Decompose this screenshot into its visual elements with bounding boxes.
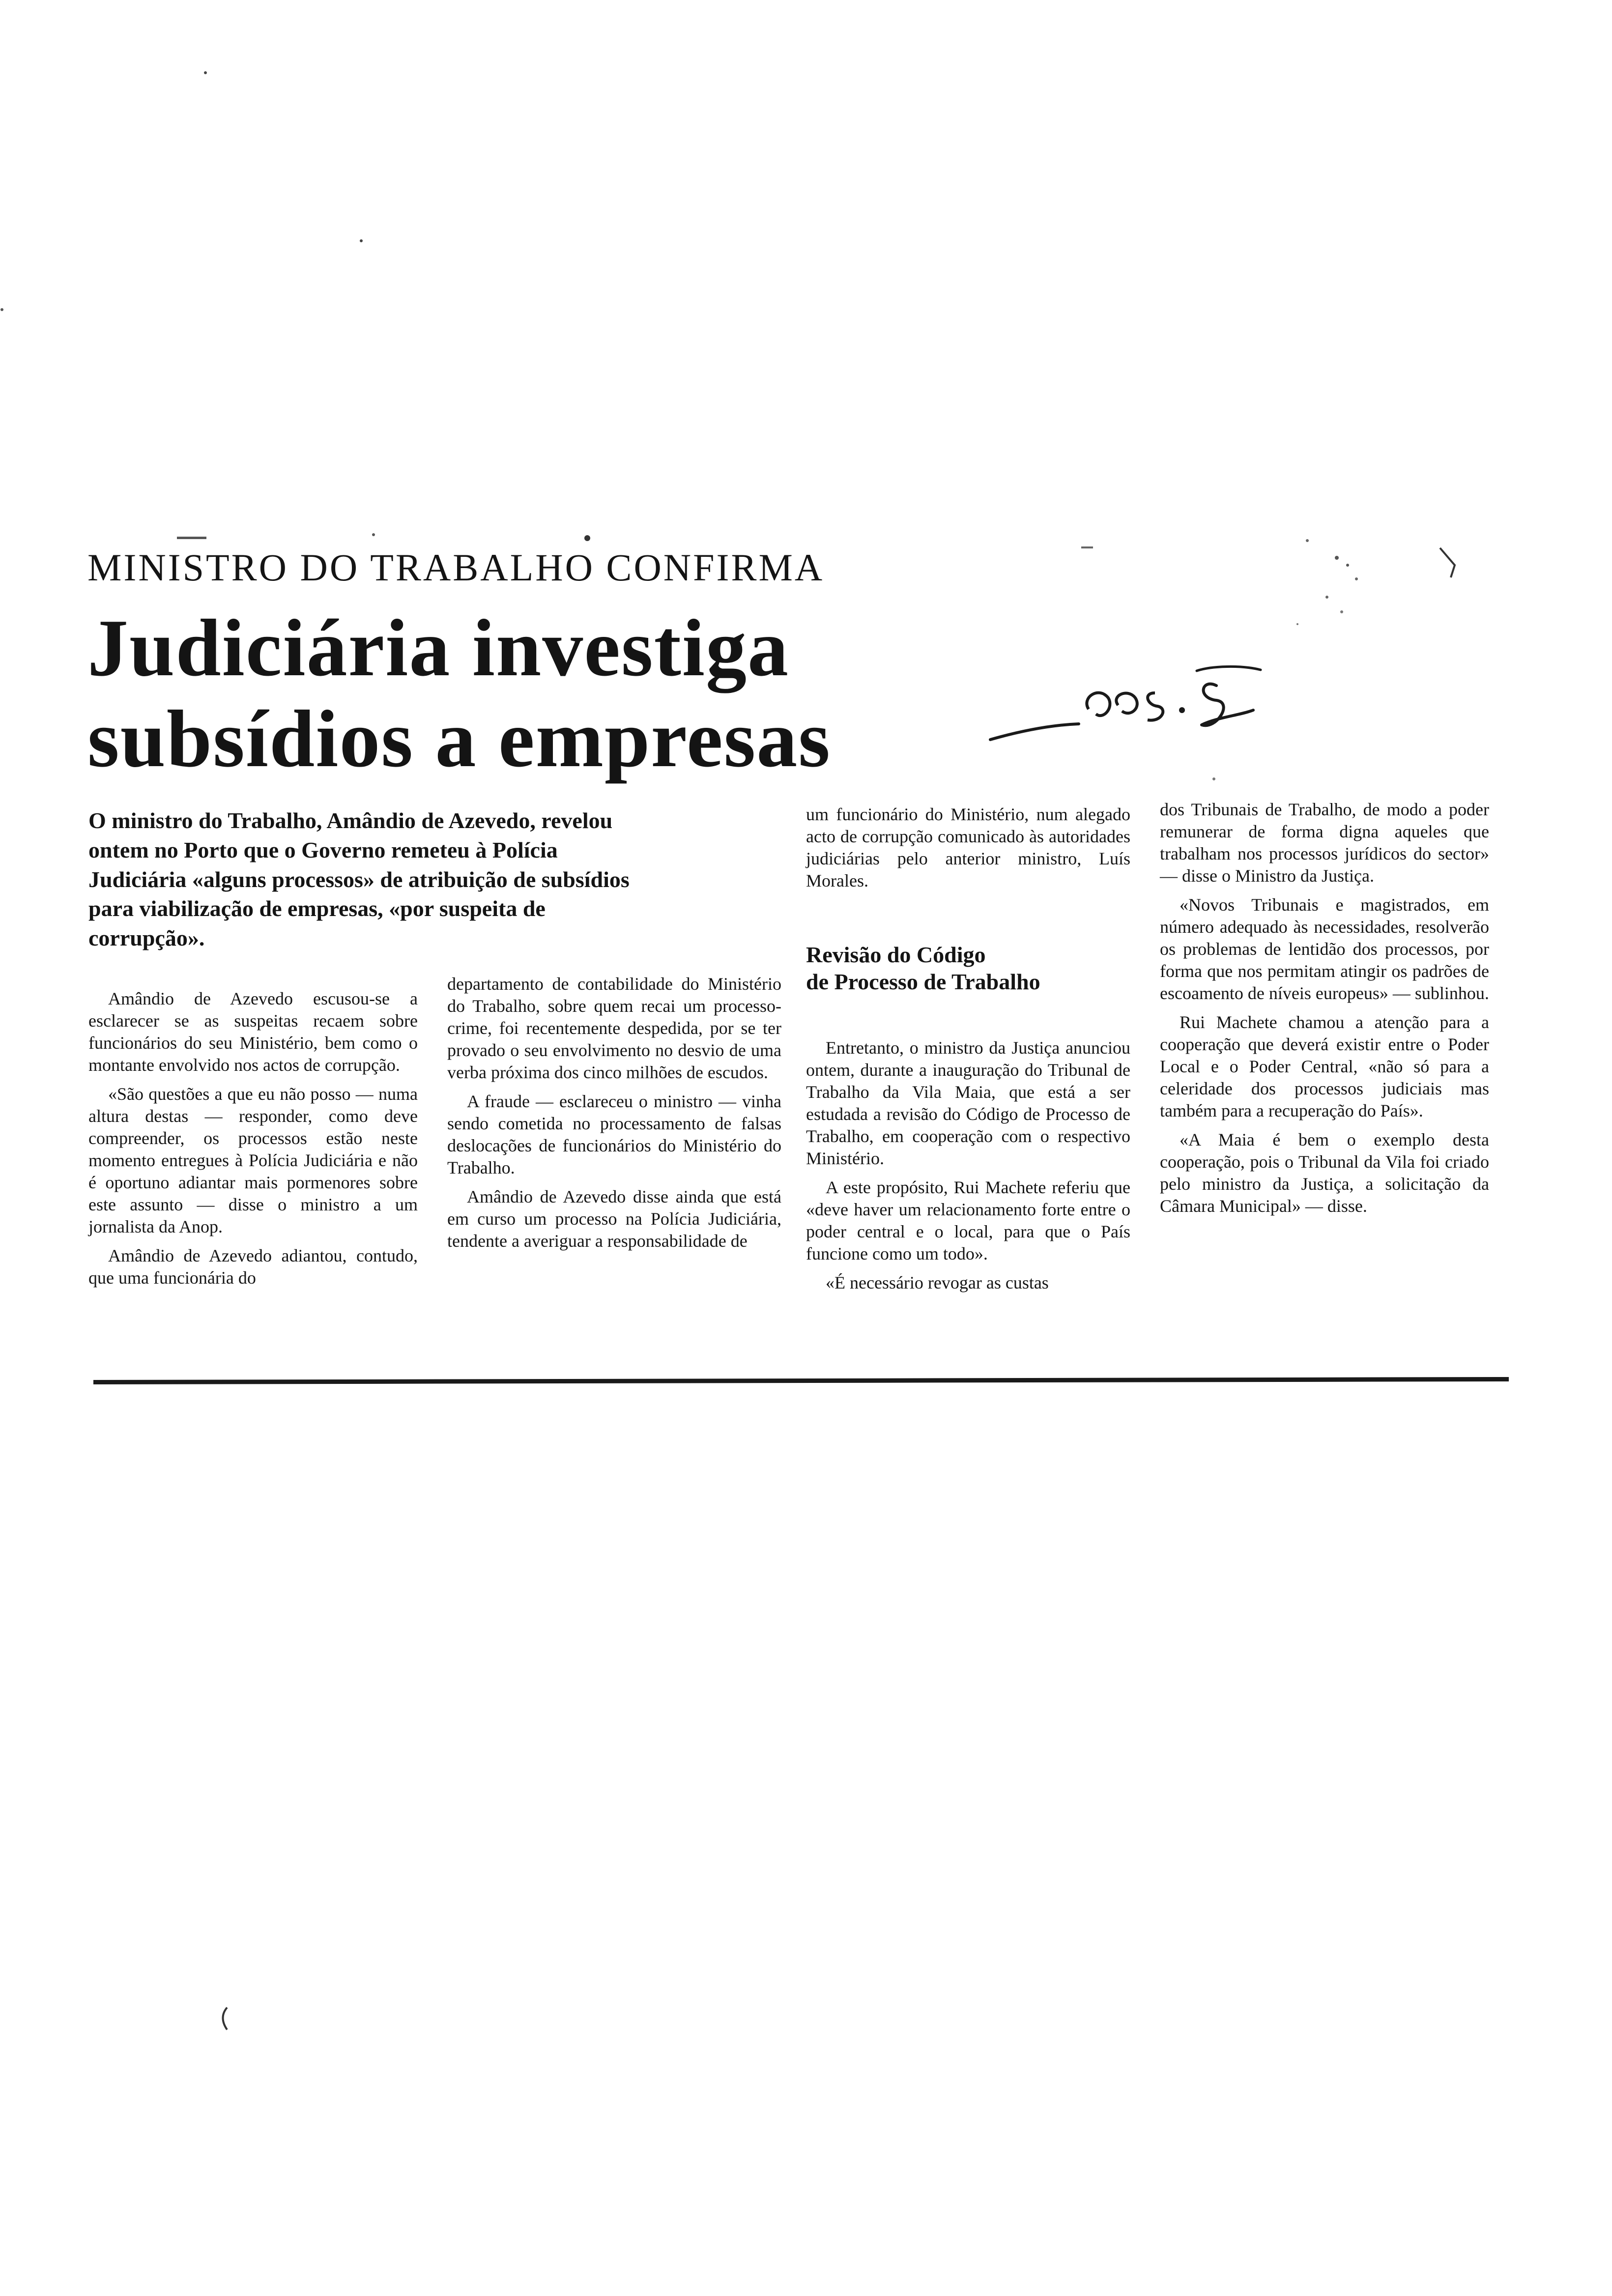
handwritten-annotation (985, 651, 1339, 779)
paragraph: Amândio de Azevedo escusou-se a esclarecer se as suspeitas recaem sobre funcionários do seu Ministério, bem como o montante envolvido nos actos de corrupção. (88, 989, 418, 1075)
paragraph: «A Maia é bem o exemplo desta cooperação, pois o Tribunal da Vila foi criado pelo ministro da Justiça, a solicitação da Câmara Municipal» — disse. (1160, 1130, 1489, 1216)
paragraph: «É necessário revogar as custas (826, 1273, 1049, 1292)
paragraph: A fraude — esclareceu o ministro — vinha sendo cometida no processamento de falsas deslocações de funcionários do Ministério do Trabalho. (447, 1091, 781, 1177)
paragraph: «Novos Tribunais e magistrados, em número adequado às necessidades, resolverão os problemas de lentidão dos processos, por forma que nos permitam atingir os padrões de escoamento de níveis europeus» — sublinhou. (1160, 895, 1489, 1003)
headline-line-2: subsídios a empresas (87, 693, 831, 784)
subheading-line-1: Revisão do Código (806, 942, 986, 967)
lead-line: O ministro do Trabalho, Amândio de Azevedo, revelou (88, 808, 613, 833)
article-column-4 (1160, 799, 1489, 1224)
article-lead (88, 806, 777, 953)
lead-line: Judiciária «alguns processos» de atribuição de subsídios (88, 866, 630, 892)
paragraph: dos Tribunais de Trabalho, de modo a poder remunerar de forma digna aqueles que trabalham nos processos jurídicos do sector» — disse o Ministro da Justiça. (1160, 800, 1489, 886)
bottom-rule (93, 1377, 1509, 1384)
headline-line-1: Judiciária investiga (87, 603, 789, 693)
article-kicker: MINISTRO DO TRABALHO CONFIRMA (87, 546, 825, 589)
article-column-2 (447, 973, 781, 1259)
paragraph: departamento de contabilidade do Ministério do Trabalho, sobre quem recai um processo-crime, foi recentemente despedida, por se ter provado o seu envolvimento no desvio de uma verba próxima dos cinco milhões de escudos. (447, 974, 781, 1082)
section-subheading (806, 941, 1130, 995)
paragraph: Amândio de Azevedo disse ainda que está em curso um processo na Polícia Judiciária, tendente a averiguar a responsabilidade de (447, 1187, 781, 1251)
paragraph: A este propósito, Rui Machete referiu que «deve haver um relacionamento forte entre o poder central e o local, para que o País funcione como um todo». (806, 1177, 1130, 1263)
paragraph: «São questões a que eu não posso — numa altura destas — responder, como deve compreender, os processos estão neste momento entregues à Polícia Judiciária e não é oportuno adiantar mais pormenores sobre este assunto — disse o ministro a um jornalista da Anop. (88, 1084, 418, 1236)
paragraph: Amândio de Azevedo adiantou, contudo, que uma funcionária do (88, 1246, 418, 1288)
lead-line: ontem no Porto que o Governo remeteu à Polícia (88, 837, 558, 862)
lead-line: para viabilização de empresas, «por suspeita de (88, 896, 546, 921)
article-column-3 (806, 1037, 1130, 1301)
paragraph: Rui Machete chamou a atenção para a cooperação que deverá existir entre o Poder Local e o Poder Central, «não só para a celeridade dos processos judiciais mas também para a recuperação do País». (1160, 1012, 1489, 1120)
subheading-line-2: de Processo de Trabalho (806, 969, 1040, 995)
article-column-3-top (806, 804, 1130, 899)
lead-line: corrupção». (88, 925, 205, 951)
paragraph: um funcionário do Ministério, num alegado acto de corrupção comunicado às autoridades judiciárias pelo anterior ministro, Luís Morales. (806, 804, 1130, 890)
paragraph: Entretanto, o ministro da Justiça anunciou ontem, durante a inauguração do Tribunal de Trabalho da Vila Maia, que está a ser estudada a revisão do Código de Processo de Trabalho, em cooperação com o respectivo Ministério. (806, 1038, 1130, 1168)
article-column-1 (88, 988, 418, 1296)
